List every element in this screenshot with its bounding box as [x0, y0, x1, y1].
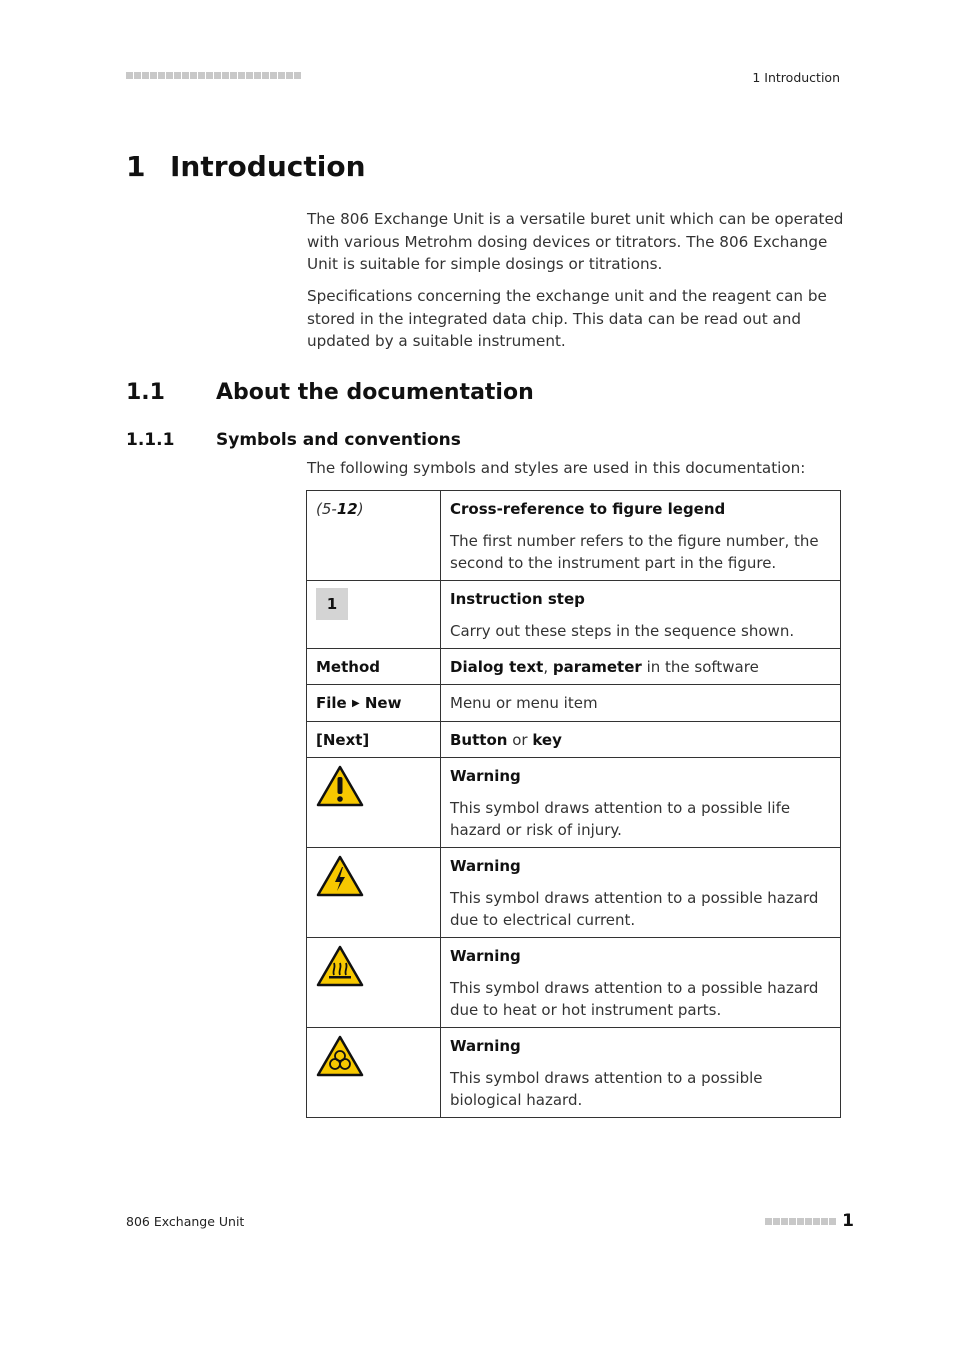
heat-warning-icon [316, 945, 364, 987]
button-description-cell: Button or key [441, 722, 841, 758]
table-row [307, 685, 841, 722]
xref-number: 12 [336, 500, 358, 518]
section-heading [126, 380, 534, 405]
chapter-heading [126, 150, 366, 183]
step-desc: Carry out these steps in the sequence shown. [450, 622, 795, 640]
menu-description: Menu or menu item [441, 685, 841, 722]
step-symbol-cell [307, 581, 441, 649]
chapter-title: Introduction [170, 150, 366, 183]
step-title: Instruction step [450, 590, 585, 608]
step-description-cell [441, 581, 841, 649]
page-number: 1 [842, 1211, 854, 1231]
subsection-number: 1.1.1 [126, 430, 175, 450]
menu-arrow-icon: ▶ [351, 698, 360, 709]
warning-description-cell: Warning This symbol draws attention to a possible life hazard or risk of injury. [441, 758, 841, 848]
xref-symbol-cell: (5-12) [307, 491, 441, 581]
warning-description-cell: Warning This symbol draws attention to a possible biological hazard. [441, 1028, 841, 1118]
intro-paragraph-2: Specifications concerning the exchange unit and the reagent can be stored in the integrated data chip. This data can be read out and updated by a suitable instrument. [307, 287, 827, 350]
table-row [307, 758, 841, 848]
button-label: [Next] [307, 722, 441, 758]
conventions-intro: The following symbols and styles are used in this documentation: [307, 459, 806, 477]
subsection-heading [126, 430, 461, 450]
warning-description-cell: Warning This symbol draws attention to a possible hazard due to heat or hot instrument parts. [441, 938, 841, 1028]
warning-symbol-cell [307, 938, 441, 1028]
table-row [307, 649, 841, 685]
table-row [307, 491, 841, 581]
menu-symbol-cell: File ▶ New [307, 685, 441, 722]
method-label: Method [307, 649, 441, 685]
section-title: About the documentation [216, 380, 534, 405]
chapter-number: 1 [126, 150, 146, 183]
table-row [307, 848, 841, 938]
instruction-step-box: 1 [316, 588, 348, 620]
electrical-warning-icon [316, 855, 364, 897]
footer-page-indicator [765, 1211, 854, 1231]
table-row [307, 1028, 841, 1118]
biohazard-warning-icon [316, 1035, 364, 1077]
warning-symbol-cell [307, 848, 441, 938]
xref-description-cell [441, 491, 841, 581]
section-number: 1.1 [126, 380, 165, 405]
warning-symbol-cell [307, 758, 441, 848]
header-decoration [126, 72, 301, 79]
conventions-table [306, 490, 841, 1118]
subsection-title: Symbols and conventions [216, 430, 461, 450]
table-row [307, 938, 841, 1028]
warning-description-cell: Warning This symbol draws attention to a possible hazard due to electrical current. [441, 848, 841, 938]
footer-decoration [765, 1218, 836, 1225]
table-row [307, 722, 841, 758]
footer-product: 806 Exchange Unit [126, 1214, 245, 1229]
intro-paragraph-1: The 806 Exchange Unit is a versatile buret unit which can be operated with various Metrohm dosing devices or titrators. The 806 Exchange Unit is suitable for simple dosings or titrations. [307, 210, 844, 273]
warning-symbol-cell [307, 1028, 441, 1118]
running-header: 1 Introduction [752, 70, 840, 85]
xref-desc: The first number refers to the figure number, the second to the instrument part in the figure. [450, 532, 819, 572]
general-warning-icon [316, 765, 364, 807]
table-row [307, 581, 841, 649]
method-description-cell: Dialog text, parameter in the software [441, 649, 841, 685]
xref-title: Cross-reference to figure legend [450, 500, 726, 518]
